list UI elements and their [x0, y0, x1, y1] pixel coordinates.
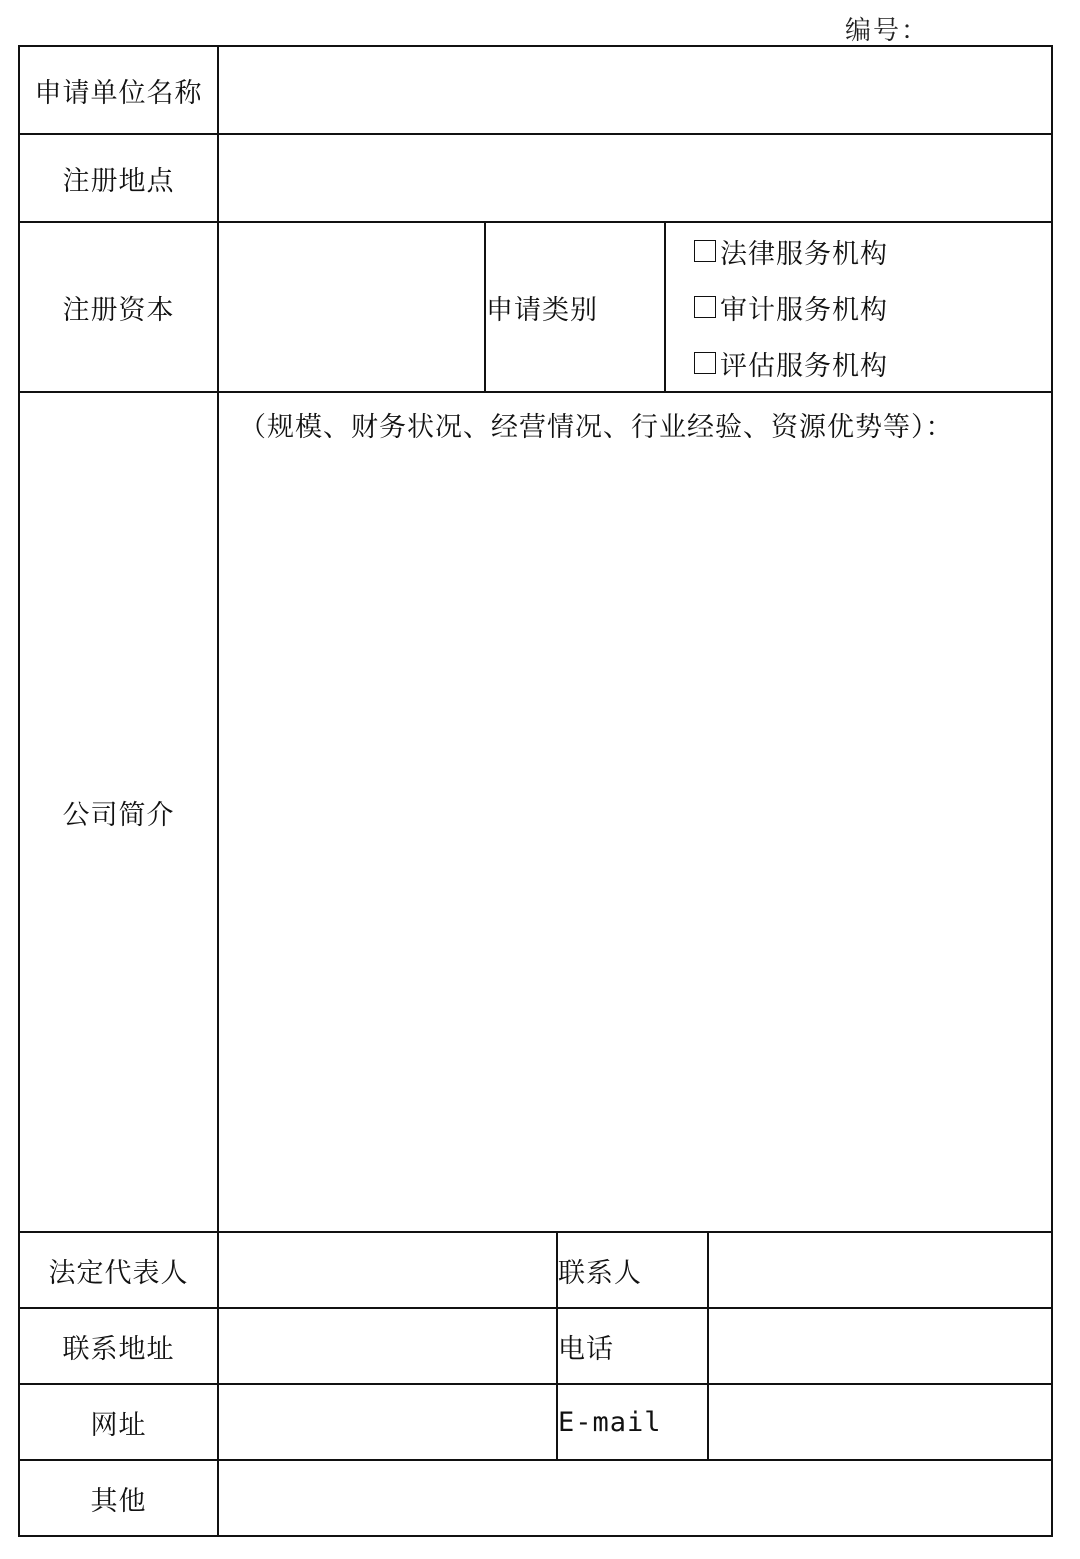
website-label: 网址 — [19, 1384, 218, 1460]
category-option-appraisal[interactable] — [694, 335, 1051, 391]
legal-rep-label: 法定代表人 — [19, 1232, 218, 1308]
checkbox-icon[interactable] — [694, 352, 716, 374]
reg-capital-field[interactable] — [218, 222, 485, 392]
email-field[interactable] — [708, 1384, 1052, 1460]
legal-rep-field[interactable] — [218, 1232, 557, 1308]
category-options — [665, 222, 1052, 392]
category-option-appraisal-label: 评估服务机构 — [720, 350, 888, 382]
phone-label: 电话 — [557, 1308, 708, 1384]
category-option-legal-label: 法律服务机构 — [720, 238, 888, 270]
profile-field[interactable] — [218, 392, 1052, 1232]
other-field[interactable] — [218, 1460, 1052, 1536]
reg-location-label: 注册地点 — [19, 134, 218, 222]
profile-label: 公司简介 — [19, 392, 218, 1232]
address-field[interactable] — [218, 1308, 557, 1384]
contact-person-label: 联系人 — [557, 1232, 708, 1308]
category-option-legal[interactable] — [694, 223, 1051, 279]
website-field[interactable] — [218, 1384, 557, 1460]
serial-number-label: 编号： — [845, 16, 930, 46]
category-label: 申请类别 — [485, 222, 665, 392]
phone-field[interactable] — [708, 1308, 1052, 1384]
applicant-name-field[interactable] — [218, 46, 1052, 134]
address-label: 联系地址 — [19, 1308, 218, 1384]
checkbox-icon[interactable] — [694, 296, 716, 318]
category-option-audit-label: 审计服务机构 — [720, 294, 888, 326]
profile-hint: （规模、财务状况、经营情况、行业经验、资源优势等）： — [239, 412, 954, 443]
reg-capital-label: 注册资本 — [19, 222, 218, 392]
checkbox-icon[interactable] — [694, 240, 716, 262]
application-form — [18, 45, 1053, 1537]
other-label: 其他 — [19, 1460, 218, 1536]
applicant-name-label: 申请单位名称 — [19, 46, 218, 134]
contact-person-field[interactable] — [708, 1232, 1052, 1308]
reg-location-field[interactable] — [218, 134, 1052, 222]
category-option-audit[interactable] — [694, 279, 1051, 335]
email-label: E-mail — [557, 1384, 708, 1460]
